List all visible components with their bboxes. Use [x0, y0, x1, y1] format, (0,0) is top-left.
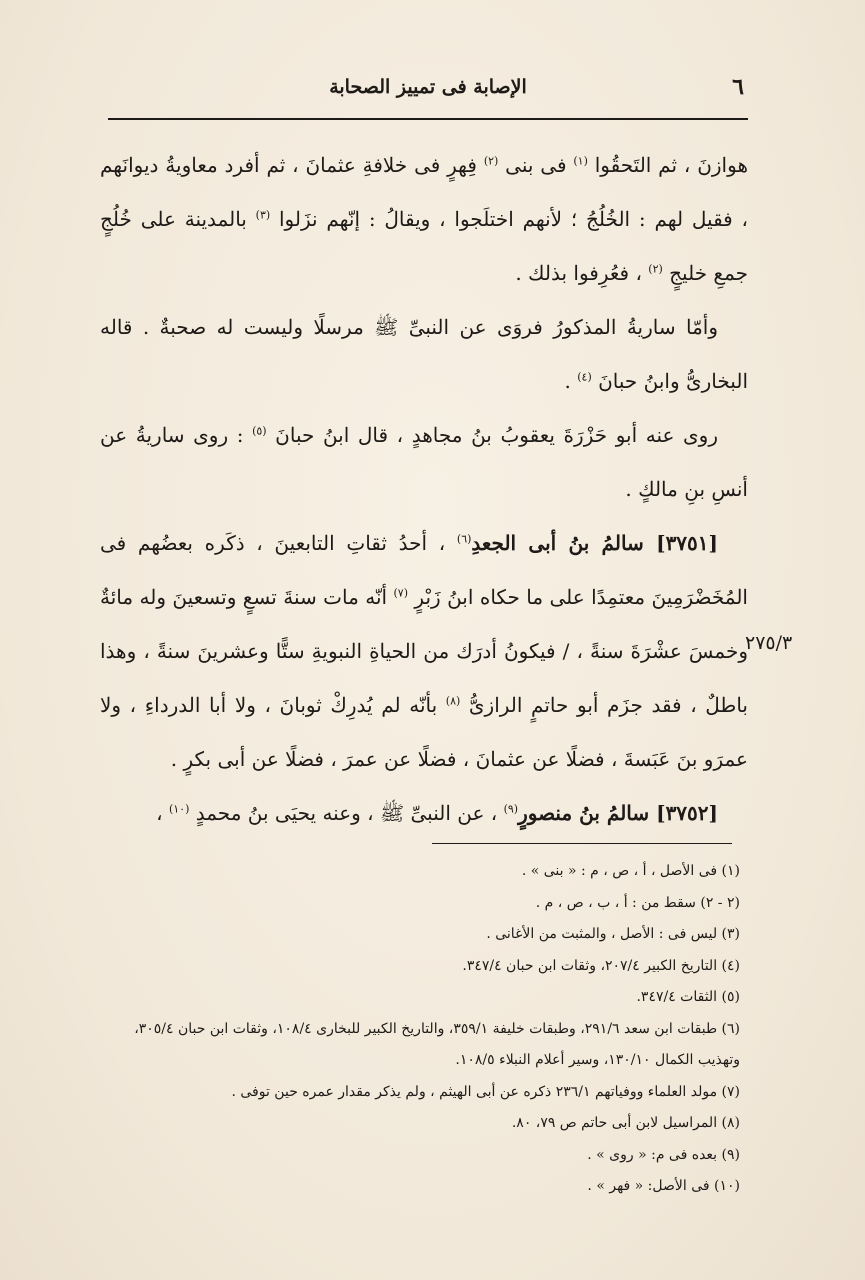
entry-title: [٣٧٥٢] سالمُ بنُ منصورٍ: [518, 801, 718, 825]
footnote: (٤) التاريخ الكبير ٢٠٧/٤، وثقات ابن حبان ٣٤٧/٤.: [462, 957, 740, 974]
paragraph-sariya: وأمّا ساريةُ المذكورُ فروَى عن النبىِّ ﷺ مرسلًا وليست له صحبةٌ . قاله البخارىُّ وابنُ حبانَ $^{(٤)}$ .: [100, 315, 748, 393]
footnote: (١٠) فى الأصل: « فهر » .: [587, 1178, 740, 1194]
footnote: (٥) الثقات ٣٤٧/٤.: [636, 989, 740, 1005]
footnote: (٢ - ٢) سقط من : أ ، ب ، ص ، م .: [535, 894, 740, 911]
footnote: (٧) مولد العلماء ووفياتهم ٢٣٦/١ ذكره عن أبى الهيثم ، ولم يذكر مقدار عمره حين توفى .: [231, 1083, 740, 1100]
footnote: (٩) بعده فى م: « روى » .: [587, 1146, 740, 1163]
entry-3751: [٣٧٥١] سالمُ بنُ أبى الجعدِ$^{(٦)}$ ، أحدُ ثقاتِ التابعينَ ، ذكَره بعضُهم فى المُخَضْرَمِينَ معتمِدًا على ما حكاه ابنُ زَبْرٍ $^{(٧)}$ أنّه مات سنةَ تسعٍ وتسعينَ وله مائةٌ وخمسَ عشْرَةَ سنةً ، / فيكونُ أدرَك من الحياةِ النبويةِ ستًّا وعشرينَ سنةً ، وهذا باطلٌ ، فقد جزَم أبو حاتمٍ الرازىُّ $^{(٨)}$ بأنّه لم يُدرِكْ ثوبانَ ، ولا أبا الدرداءِ ، ولا عمرَو بنَ عَبَسةَ ، فضلًا عن عثمانَ ، فضلًا عن عمرَ ، فضلًا عن أبى بكرٍ .: [100, 531, 749, 771]
margin-volume-page-reference: ٢٧٥/٣: [745, 632, 793, 654]
footnote-marker: (٦): [456, 532, 472, 546]
footnote-marker: (٧): [393, 586, 408, 600]
footnote: (١) فى الأصل ، أ ، ص ، م : « بنى » .: [521, 863, 740, 879]
paragraph-narrators: روى عنه أبو حَزْرَةَ يعقوبُ بنُ مجاهدٍ ، قال ابنُ حبانَ $^{(٥)}$ : روى ساريةُ عن أنسِ بنِ مالكٍ .: [100, 423, 748, 501]
footnote: (٨) المراسيل لابن أبى حاتم ص ٧٩، ٨٠.: [511, 1115, 740, 1131]
footnote-marker: (٨): [445, 694, 461, 708]
footnote-marker: (٢): [483, 154, 499, 168]
footnote-marker: (٥): [252, 424, 267, 438]
footnote: (٣) ليس فى : الأصل ، والمثبت من الأغانى .: [486, 926, 740, 942]
footnote-marker: (٣): [255, 208, 271, 222]
footnote-marker: (١): [573, 154, 588, 168]
page-header: [108, 72, 748, 112]
footnote-marker: (٢): [648, 262, 663, 276]
page-number: ٦: [732, 74, 744, 100]
main-text: [100, 138, 748, 840]
footnote-marker: (٩): [503, 802, 519, 816]
header-rule: [108, 118, 748, 120]
footnote-separator: [432, 843, 732, 844]
running-title: الإصابة فى تمييز الصحابة: [329, 76, 527, 98]
footnote: (٦) طبقات ابن سعد ٢٩١/٦، وطبقات خليفة ٣٥٩/١، والتاريخ الكبير للبخارى ١٠٨/٤، وثقات ابن حبان ٣٠٥/٤، وتهذيب الكمال ١٣٠/١٠، وسير أعلام النبلاء ١٠٨/٥.: [134, 1020, 740, 1068]
paragraph-hawazin: هوازنَ ، ثم التَحقُوا $^{(١)}$ فى بنى $^{(٢)}$ فِهرٍ فى خلافةِ عثمانَ ، ثم أفرد معاويةُ ديوانَهم ، فقيل لهم : الخُلُجُ ؛ لأنهم اختلَجوا ، ويقالُ : إنّهم نزَلوا $^{(٣)}$ بالمدينة على خُلُجٍ جمعِ خليجٍ $^{(٢)}$ ، فعُرِفوا بذلك .: [100, 153, 748, 285]
entry-3752: [٣٧٥٢] سالمُ بنُ منصورٍ$^{(٩)}$ ، عن النبىِّ ﷺ ، وعنه يحيَى بنُ محمدٍ $^{(١٠)}$ ،: [156, 801, 718, 825]
footnotes: [92, 856, 740, 1203]
footnote-marker: (١٠): [168, 802, 190, 816]
entry-title: [٣٧٥١] سالمُ بنُ أبى الجعدِ: [471, 531, 718, 555]
footnote-marker: (٤): [577, 370, 592, 384]
